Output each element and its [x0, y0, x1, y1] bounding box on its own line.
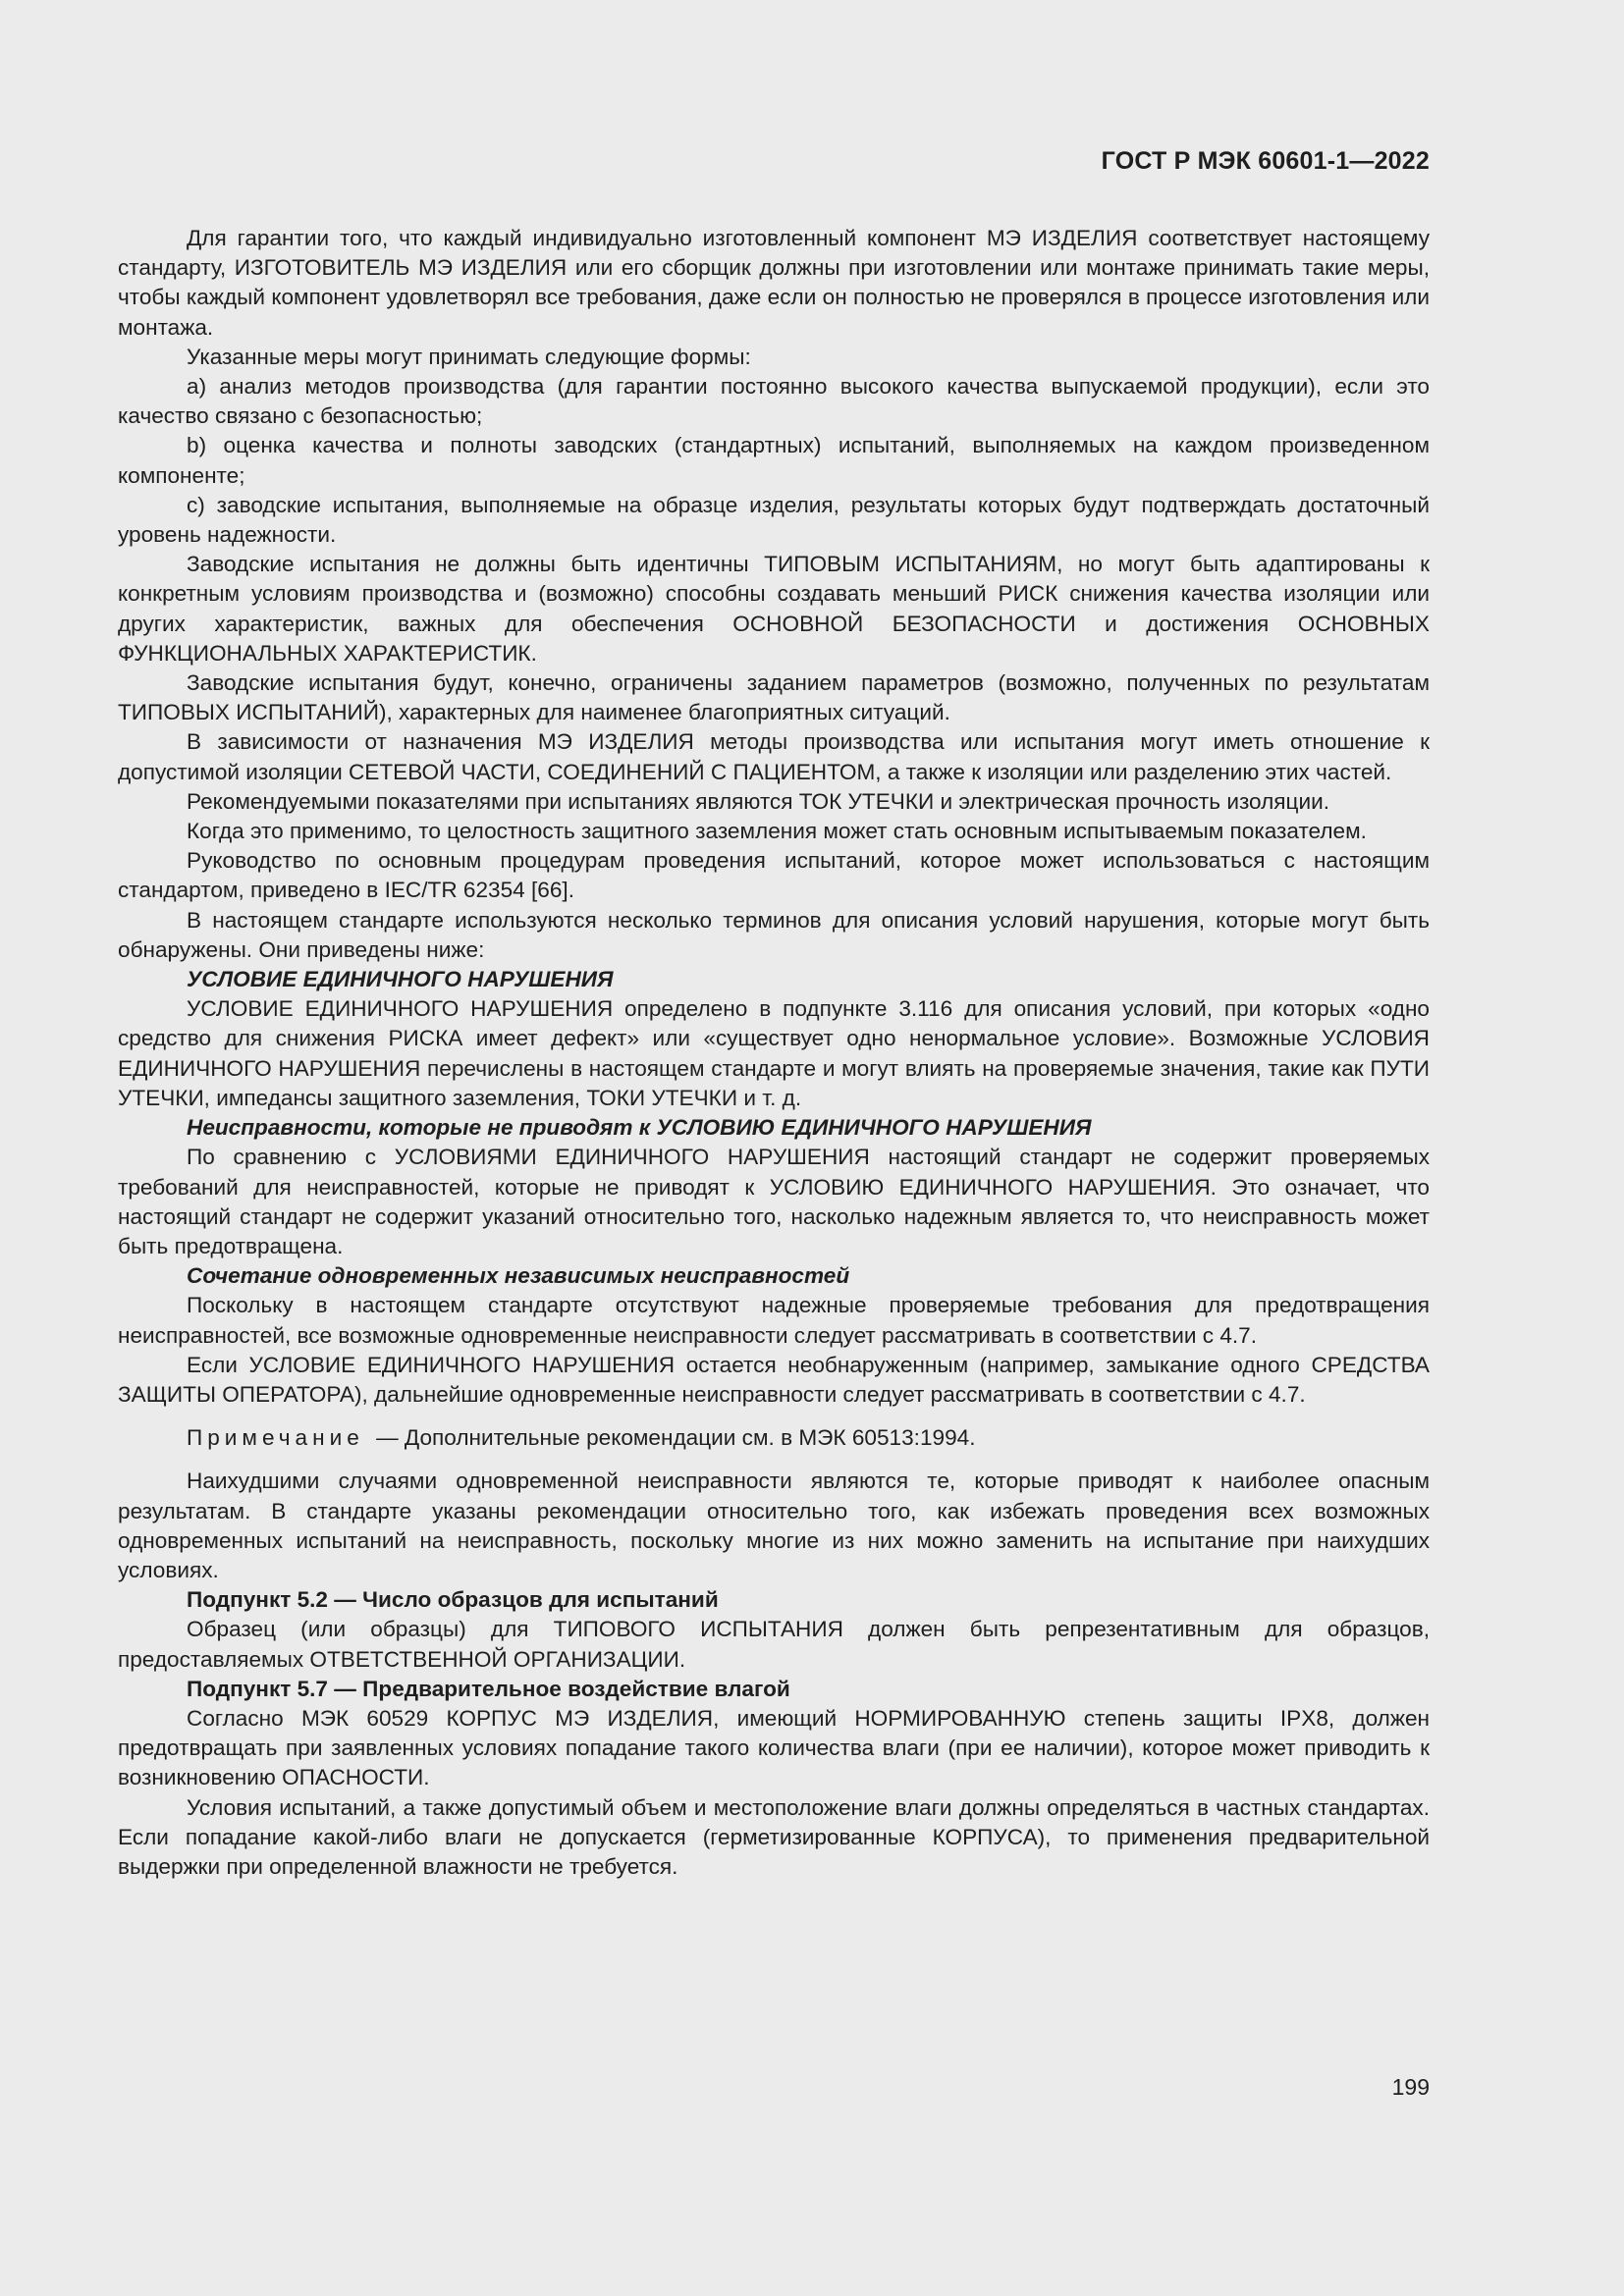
paragraph: Заводские испытания будут, конечно, ограничены заданием параметров (возможно, полученных по результатам ТИПОВЫХ ИСПЫТАНИЙ), характерных для наименее благоприятных ситуаций.	[118, 670, 1430, 725]
paragraph: Согласно МЭК 60529 КОРПУС МЭ ИЗДЕЛИЯ, имеющий НОРМИРОВАННУЮ степень защиты IPX8, должен предотвращать при заявленных условиях попадание такого количества влаги (при ее наличии), которое может приводить к возникновению ОПАСНОСТИ.	[118, 1705, 1430, 1790]
paragraph: Для гарантии того, что каждый индивидуально изготовленный компонент МЭ ИЗДЕЛИЯ соответствует настоящему стандарту, ИЗГОТОВИТЕЛЬ МЭ ИЗДЕЛИЯ или его сборщик должны при изготовлении или монтаже принимать такие меры, чтобы каждый компонент удовлетворял все требования, даже если он полностью не проверялся в процессе изготовления или монтажа.	[118, 226, 1430, 340]
page-number: 199	[1391, 2074, 1430, 2100]
paragraph: Указанные меры могут принимать следующие формы:	[187, 344, 751, 369]
paragraph: Когда это применимо, то целостность защитного заземления может стать основным испытываемым показателем.	[187, 819, 1367, 844]
section-heading: Неисправности, которые не приводят к УСЛОВИЮ ЕДИНИЧНОГО НАРУШЕНИЯ	[187, 1115, 1092, 1141]
paragraph: Поскольку в настоящем стандарте отсутствуют надежные проверяемые требования для предотвращения неисправностей, все возможные одновременные неисправности следует рассматривать в соответствии с 4.7.	[118, 1293, 1430, 1348]
document-body	[118, 224, 1430, 1882]
paragraph: Образец (или образцы) для ТИПОВОГО ИСПЫТАНИЯ должен быть репрезентативным для образцов, предоставляемых ОТВЕТСТВЕННОЙ ОРГАНИЗАЦИИ.	[118, 1617, 1430, 1672]
document-code-header: ГОСТ Р МЭК 60601-1—2022	[1101, 147, 1430, 175]
note-text: — Дополнительные рекомендации см. в МЭК 60513:1994.	[376, 1425, 976, 1451]
subclause-heading: Подпункт 5.7 — Предварительное воздействие влагой	[187, 1676, 790, 1701]
note	[118, 1423, 1430, 1453]
note-label: Примечание	[187, 1425, 364, 1451]
paragraph: Руководство по основным процедурам проведения испытаний, которое может использоваться с настоящим стандартом, приведено в IEC/TR 62354 [66].	[118, 848, 1430, 903]
paragraph: По сравнению с УСЛОВИЯМИ ЕДИНИЧНОГО НАРУШЕНИЯ настоящий стандарт не содержит проверяемых требований для неисправностей, которые не приводят к УСЛОВИЮ ЕДИНИЧНОГО НАРУШЕНИЯ. Это означает, что настоящий стандарт не содержит указаний относительно того, насколько надежным является то, что неисправность может быть предотвращена.	[118, 1145, 1430, 1258]
paragraph: Рекомендуемыми показателями при испытаниях являются ТОК УТЕЧКИ и электрическая прочность изоляции.	[187, 788, 1329, 814]
paragraph: В зависимости от назначения МЭ ИЗДЕЛИЯ методы производства или испытания могут иметь отношение к допустимой изоляции СЕТЕВОЙ ЧАСТИ, СОЕДИНЕНИЙ С ПАЦИЕНТОМ, а также к изоляции или разделению этих частей.	[118, 729, 1430, 784]
section-heading: УСЛОВИЕ ЕДИНИЧНОГО НАРУШЕНИЯ	[187, 967, 614, 992]
paragraph: Если УСЛОВИЕ ЕДИНИЧНОГО НАРУШЕНИЯ остается необнаруженным (например, замыкание одного СРЕДСТВА ЗАЩИТЫ ОПЕРАТОРА), дальнейшие одновременные неисправности следует рассматривать в соответствии с 4.7.	[118, 1352, 1430, 1407]
paragraph: УСЛОВИЕ ЕДИНИЧНОГО НАРУШЕНИЯ определено в подпункте 3.116 для описания условий, при которых «одно средство для снижения РИСКА имеет дефект» или «существует одно ненормальное условие». Возможные УСЛОВИЯ ЕДИНИЧНОГО НАРУШЕНИЯ перечислены в настоящем стандарте и могут влиять на проверяемые значения, такие как ПУТИ УТЕЧКИ, импедансы защитного заземления, ТОКИ УТЕЧКИ и т. д.	[118, 996, 1430, 1110]
paragraph: Заводские испытания не должны быть идентичны ТИПОВЫМ ИСПЫТАНИЯМ, но могут быть адаптированы к конкретным условиям производства и (возможно) способны создавать меньший РИСК снижения качества изоляции или других характеристик, важных для обеспечения ОСНОВНОЙ БЕЗОПАСНОСТИ и достижения ОСНОВНЫХ ФУНКЦИОНАЛЬНЫХ ХАРАКТЕРИСТИК.	[118, 552, 1430, 666]
list-item-b: b) оценка качества и полноты заводских (стандартных) испытаний, выполняемых на каждом произведенном компоненте;	[118, 433, 1430, 488]
subclause-heading: Подпункт 5.2 — Число образцов для испытаний	[187, 1587, 719, 1613]
paragraph: Наихудшими случаями одновременной неисправности являются те, которые приводят к наиболее опасным результатам. В стандарте указаны рекомендации относительно того, как избежать проведения всех возможных одновременных испытаний на неисправность, поскольку многие из них можно заменить на испытание при наихудших условиях.	[118, 1468, 1430, 1582]
list-item-c: c) заводские испытания, выполняемые на образце изделия, результаты которых будут подтверждать достаточный уровень надежности.	[118, 492, 1430, 548]
section-heading: Сочетание одновременных независимых неисправностей	[187, 1263, 850, 1289]
paragraph: В настоящем стандарте используются несколько терминов для описания условий нарушения, которые могут быть обнаружены. Они приведены ниже:	[118, 907, 1430, 962]
list-item-a: a) анализ методов производства (для гарантии постоянно высокого качества выпускаемой продукции), если это качество связано с безопасностью;	[118, 374, 1430, 429]
paragraph: Условия испытаний, а также допустимый объем и местоположение влаги должны определяться в частных стандартах. Если попадание какой-либо влаги не допускается (герметизированные КОРПУСА), то применения предварительной выдержки при определенной влажности не требуется.	[118, 1794, 1430, 1879]
